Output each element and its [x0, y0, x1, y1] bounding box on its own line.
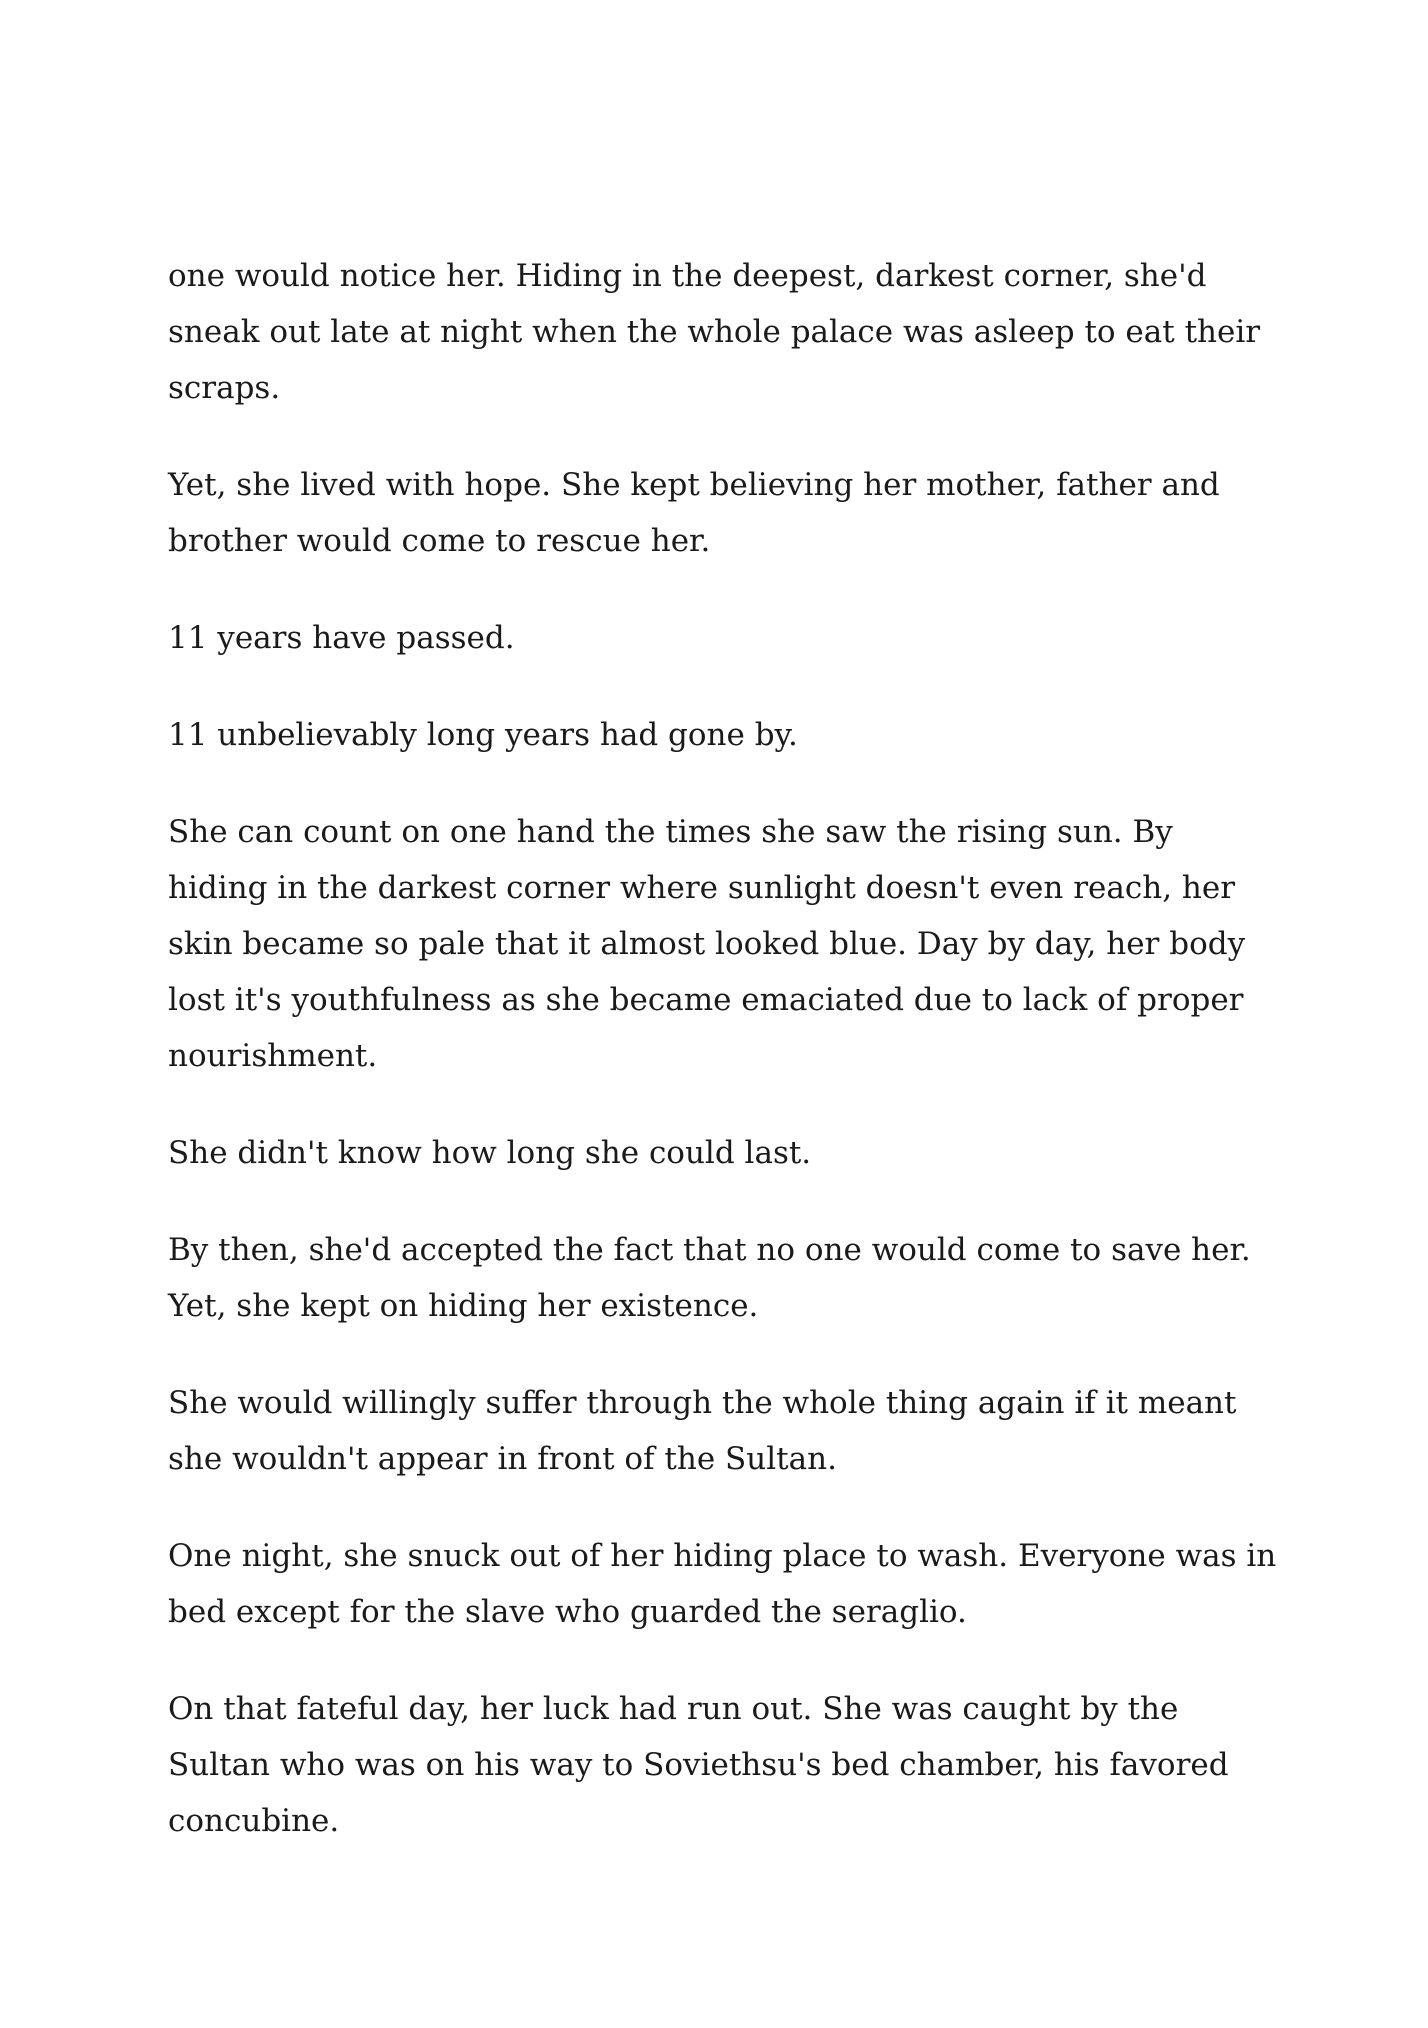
- paragraph: one would notice her. Hiding in the deepest, darkest corner, she'd sneak out late at night when the whole palace was asleep to eat their scraps.: [168, 258, 1261, 406]
- paragraph: 11 unbelievably long years had gone by.: [168, 717, 798, 753]
- paragraph: One night, she snuck out of her hiding place to wash. Everyone was in bed except for the slave who guarded the seraglio.: [168, 1538, 1277, 1630]
- paragraph: On that fateful day, her luck had run out. She was caught by the Sultan who was on his way to Soviethsu's bed chamber, his favored concubine.: [168, 1691, 1229, 1839]
- paragraph: 11 years have passed.: [168, 620, 515, 656]
- paragraph: Yet, she lived with hope. She kept believing her mother, father and brother would come to rescue her.: [168, 467, 1220, 559]
- story-text: [168, 248, 1278, 1849]
- paragraph: She would willingly suffer through the whole thing again if it meant she wouldn't appear in front of the Sultan.: [168, 1385, 1237, 1477]
- paragraph: She can count on one hand the times she saw the rising sun. By hiding in the darkest corner where sunlight doesn't even reach, her skin became so pale that it almost looked blue. Day by day, her body lost it's youthfulness as she became emaciated due to lack of proper nourishment.: [168, 814, 1246, 1074]
- paragraph: By then, she'd accepted the fact that no one would come to save her. Yet, she kept on hiding her existence.: [168, 1232, 1251, 1324]
- paragraph: She didn't know how long she could last.: [168, 1135, 812, 1171]
